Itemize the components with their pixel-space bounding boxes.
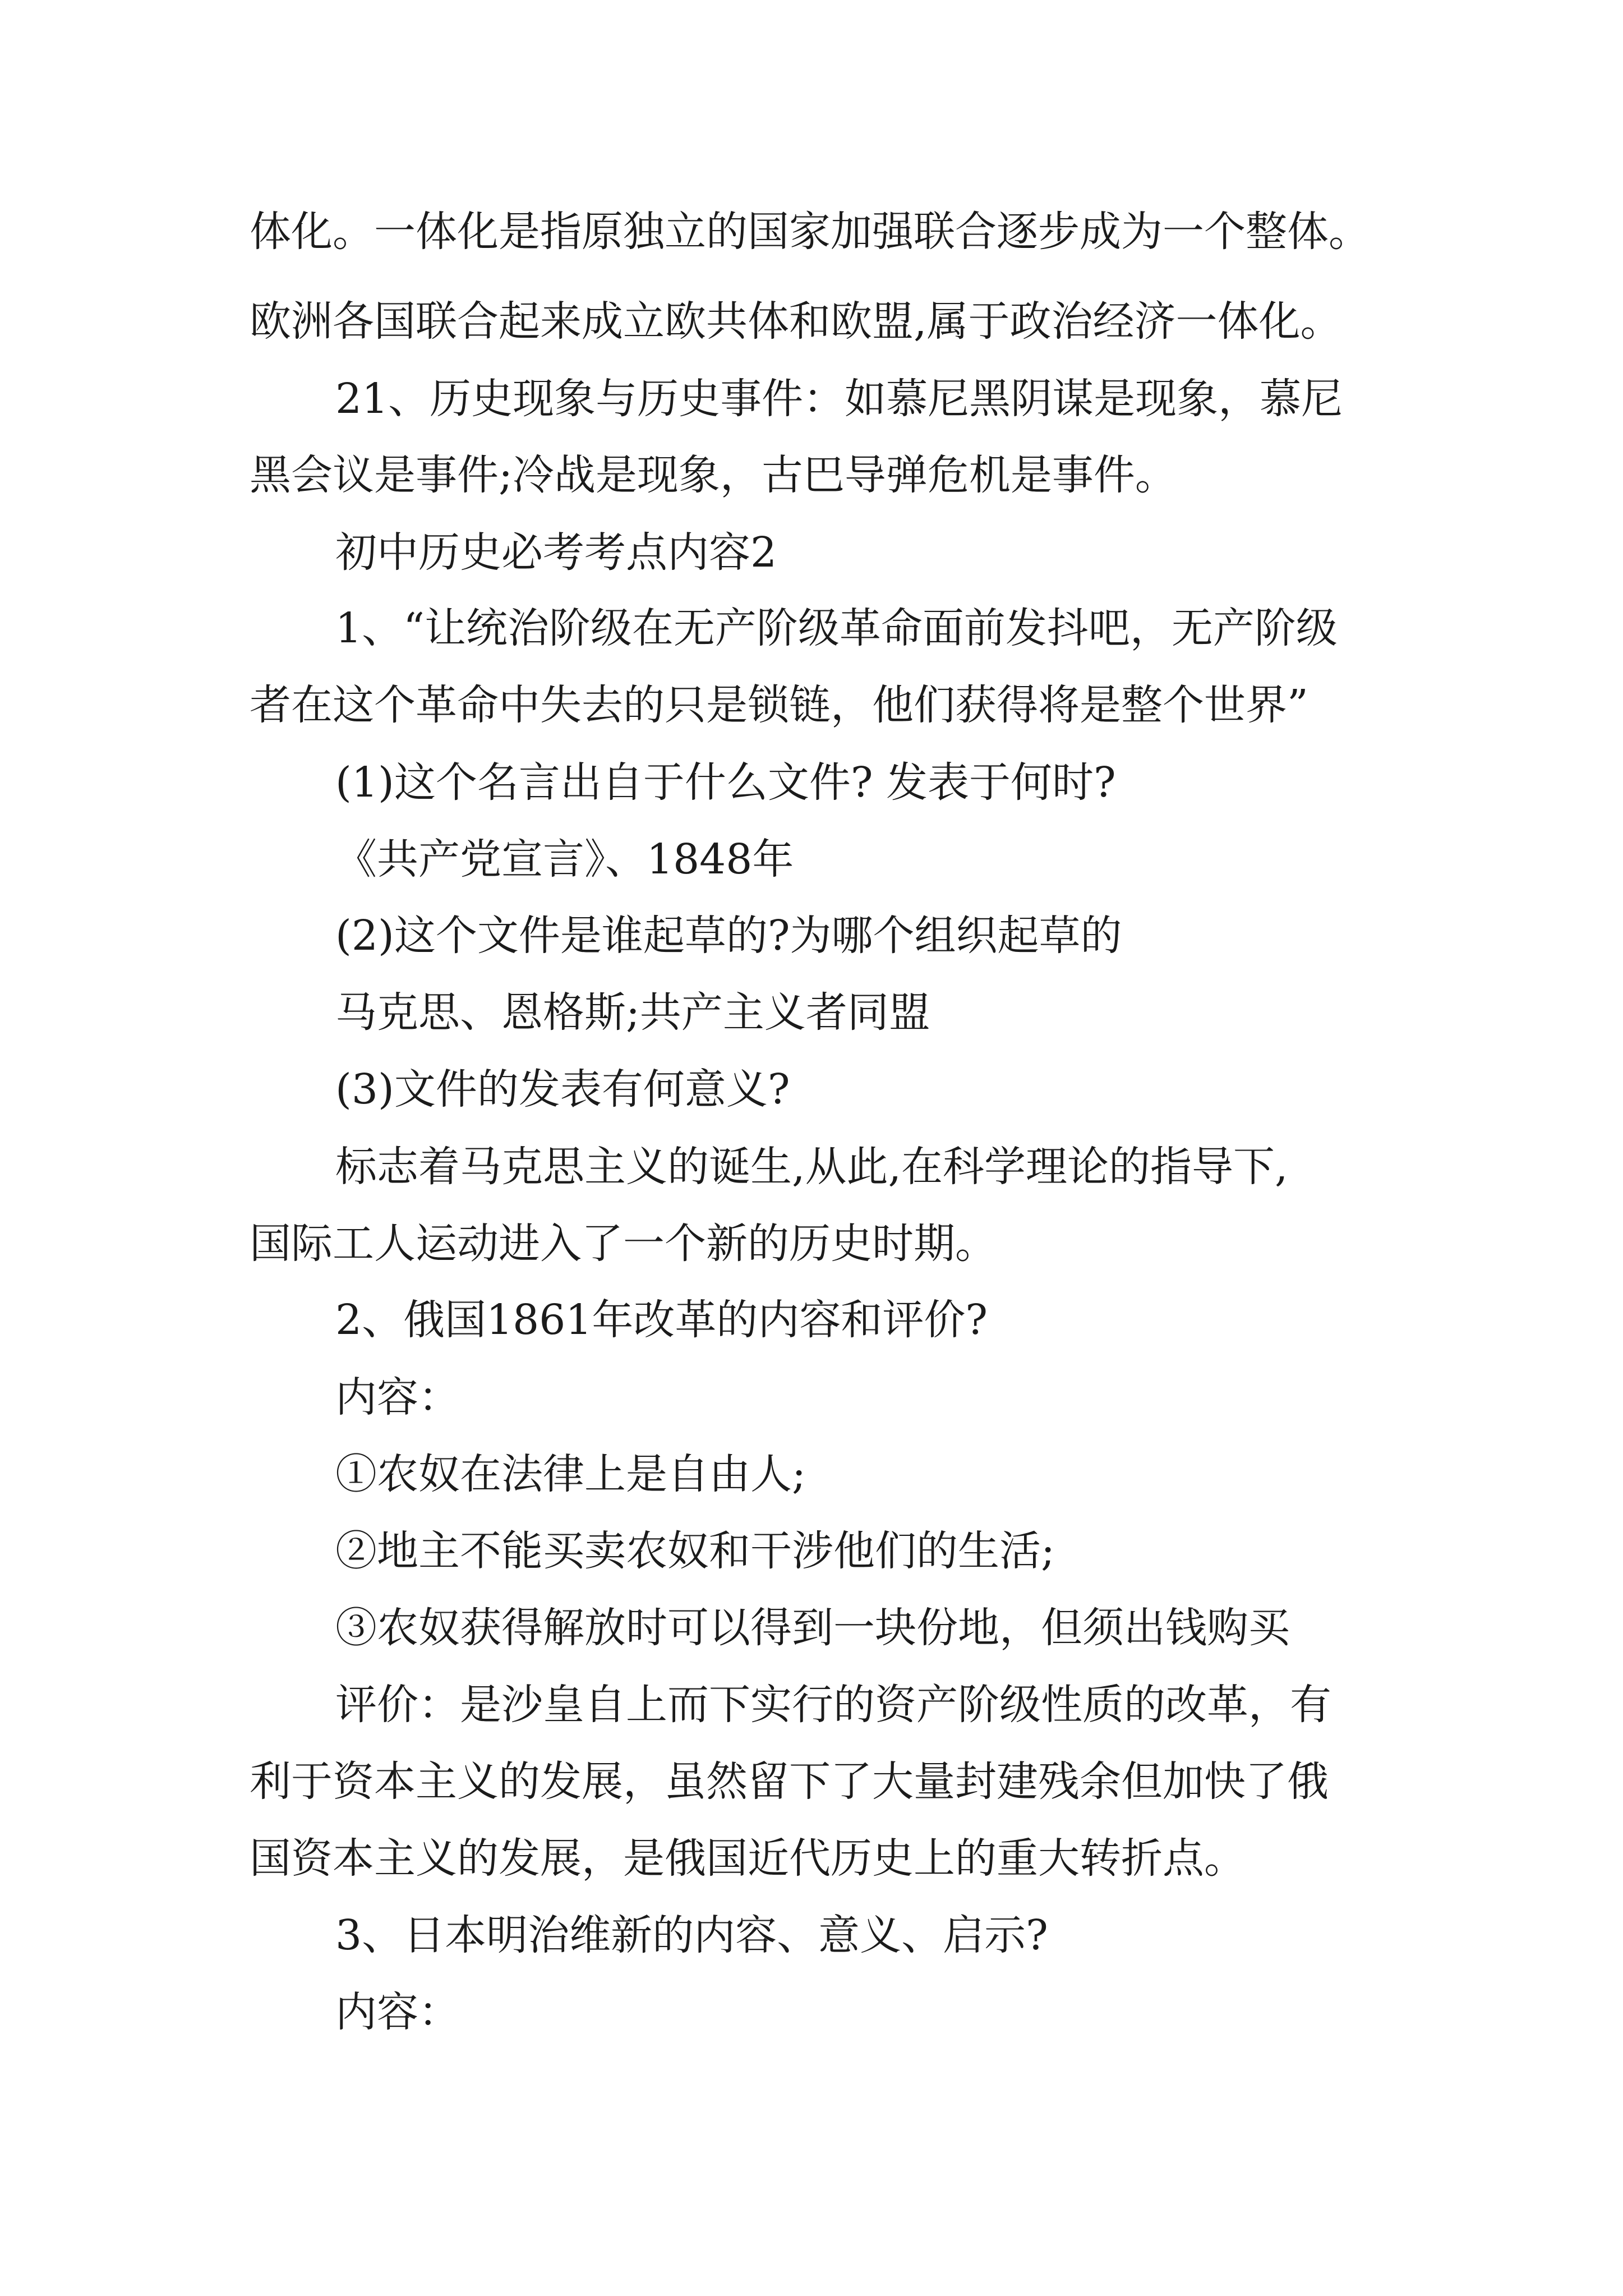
text-line-13: 标志着马克思主义的诞生,从此,在科学理论的指导下, [335, 1143, 1288, 1191]
text-line-3: 21、历史现象与历史事件：如慕尼黑阴谋是现象，慕尼 [335, 375, 1343, 423]
text-line-10: (2)这个文件是谁起草的?为哪个组织起草的 [335, 912, 1122, 960]
text-line-7: 者在这个革命中失去的只是锁链，他们获得将是整个世界” [250, 681, 1308, 729]
text-line-18: ②地主不能买卖农奴和干涉他们的生活; [335, 1527, 1055, 1575]
text-line-20: 评价：是沙皇自上而下实行的资产阶级性质的改革，有 [335, 1681, 1331, 1729]
text-line-15: 2、俄国1861年改革的内容和评价? [335, 1296, 988, 1344]
text-line-4: 黑会议是事件;冷战是现象，古巴导弹危机是事件。 [250, 451, 1177, 499]
text-line-17: ①农奴在法律上是自由人; [335, 1450, 806, 1498]
section-heading: 初中历史必考考点内容2 [335, 528, 777, 577]
text-line-8: (1)这个名言出自于什么文件? 发表于何时? [335, 758, 1116, 807]
text-line-19: ③农奴获得解放时可以得到一块份地，但须出钱购买 [335, 1604, 1290, 1652]
text-line-23: 3、日本明治维新的内容、意义、启示? [335, 1911, 1048, 1959]
text-line-16: 内容： [335, 1373, 460, 1421]
text-line-14: 国际工人运动进入了一个新的历史时期。 [250, 1220, 997, 1268]
text-line-2: 欧洲各国联合起来成立欧共体和欧盟,属于政治经济一体化。 [250, 297, 1342, 346]
text-line-6: 1、“让统治阶级在无产阶级革命面前发抖吧，无产阶级 [335, 604, 1338, 652]
text-line-12: (3)文件的发表有何意义? [335, 1065, 790, 1114]
text-line-22: 国资本主义的发展，是俄国近代历史上的重大转折点。 [250, 1834, 1246, 1883]
text-line-24: 内容： [335, 1988, 460, 2036]
text-line-9: 《共产党宣言》、1848年 [335, 835, 794, 884]
text-line-21: 利于资本主义的发展，虽然留下了大量封建残余但加快了俄 [250, 1757, 1329, 1806]
text-line-11: 马克思、恩格斯;共产主义者同盟 [335, 988, 930, 1037]
text-line-1: 体化。一体化是指原独立的国家加强联合逐步成为一个整体。 [250, 208, 1370, 256]
